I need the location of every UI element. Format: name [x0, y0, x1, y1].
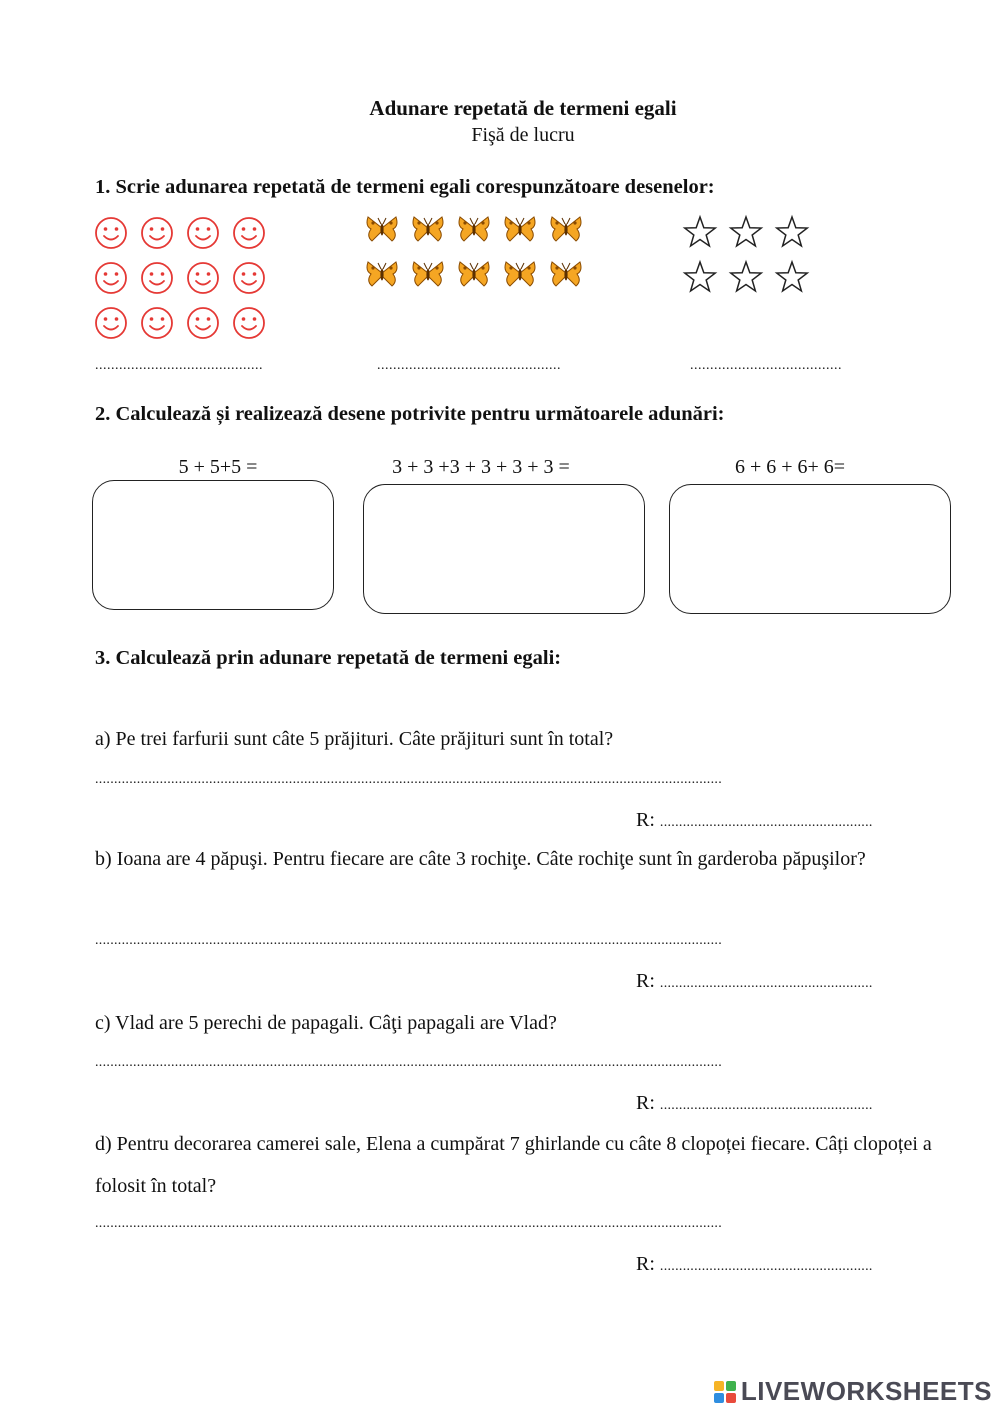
star-icon [728, 214, 764, 250]
smiley-icon [232, 306, 266, 340]
smiley-icon [232, 216, 266, 250]
equation-2: 3 + 3 +3 + 3 + 3 + 3 = [392, 456, 570, 478]
smiley-icon [140, 306, 174, 340]
page-title: Adunare repetată de termeni egali [369, 96, 677, 120]
equation-3: 6 + 6 + 6+ 6= [734, 456, 846, 478]
answer-line-butterflies[interactable]: .............................................. [377, 358, 561, 373]
work-line-a[interactable]: ..................................................................................................................................................................... [95, 772, 722, 787]
star-icon [682, 214, 718, 250]
smiley-icon [94, 261, 128, 295]
exercise-2-heading: 2. Calculează și realizează desene potrivite pentru următoarele adunări: [95, 403, 725, 425]
answer-dots[interactable]: ........................................................ [659, 976, 873, 991]
drawing-box-1[interactable] [92, 480, 334, 610]
drawing-box-3[interactable] [669, 484, 951, 614]
answer-dots[interactable]: ........................................................ [659, 1259, 873, 1274]
problem-a: a) Pe trei farfurii sunt câte 5 prăjituri. Câte prăjituri sunt în total? [95, 728, 614, 750]
butterfly-icon [364, 214, 400, 244]
answer-dots[interactable]: ........................................................ [659, 1098, 873, 1113]
smiley-icon [94, 306, 128, 340]
exercise-1-heading: 1. Scrie adunarea repetată de termeni egali corespunzătoare desenelor: [95, 176, 715, 198]
problem-d: d) Pentru decorarea camerei sale, Elena a cumpărat 7 ghirlande cu câte 8 clopoței fiecare. Câți clopoței a folosit în total? [95, 1133, 932, 1197]
work-line-c[interactable]: ..................................................................................................................................................................... [95, 1055, 722, 1070]
answer-b[interactable] [636, 970, 873, 993]
answer-label: R: [636, 1092, 655, 1114]
butterfly-icon [456, 259, 492, 289]
butterfly-icon [502, 259, 538, 289]
smiley-icon [232, 261, 266, 295]
butterfly-icon [410, 214, 446, 244]
butterfly-icon [364, 259, 400, 289]
logo-text: LIVEWORKSHEETS [740, 1376, 992, 1406]
answer-d[interactable] [636, 1253, 873, 1276]
answer-label: R: [636, 970, 655, 992]
answer-dots[interactable]: ........................................................ [659, 815, 873, 830]
smiley-icon [140, 261, 174, 295]
butterfly-icon [502, 214, 538, 244]
butterfly-icon [548, 259, 584, 289]
work-line-d[interactable]: ..................................................................................................................................................................... [95, 1216, 722, 1231]
answer-label: R: [636, 809, 655, 831]
smiley-icon [186, 306, 220, 340]
answer-a[interactable] [636, 809, 873, 832]
smiley-icon [186, 261, 220, 295]
logo-mark-icon [713, 1380, 737, 1404]
equation-1: 5 + 5+5 = [178, 456, 258, 478]
work-line-b[interactable]: ..................................................................................................................................................................... [95, 933, 722, 948]
drawing-box-2[interactable] [363, 484, 645, 614]
butterfly-icon [410, 259, 446, 289]
star-icon [774, 259, 810, 295]
butterfly-icon [548, 214, 584, 244]
answer-line-stars[interactable]: ...................................... [690, 358, 842, 373]
answer-c[interactable] [636, 1092, 873, 1115]
star-icon [774, 214, 810, 250]
problem-b: b) Ioana are 4 păpuşi. Pentru fiecare are câte 3 rochiţe. Câte rochiţe sunt în garderoba păpuşilor? [95, 848, 866, 870]
liveworksheets-logo[interactable] [713, 1376, 992, 1407]
butterfly-icon [456, 214, 492, 244]
smiley-icon [94, 216, 128, 250]
smiley-icon [186, 216, 220, 250]
star-icon [682, 259, 718, 295]
smiley-icon [140, 216, 174, 250]
answer-label: R: [636, 1253, 655, 1275]
star-icon [728, 259, 764, 295]
problem-c: c) Vlad are 5 perechi de papagali. Câţi papagali are Vlad? [95, 1012, 557, 1034]
answer-line-smileys[interactable]: .......................................... [95, 358, 263, 373]
exercise-3-heading: 3. Calculează prin adunare repetată de termeni egali: [95, 647, 562, 669]
page-subtitle: Fişă de lucru [471, 124, 575, 146]
